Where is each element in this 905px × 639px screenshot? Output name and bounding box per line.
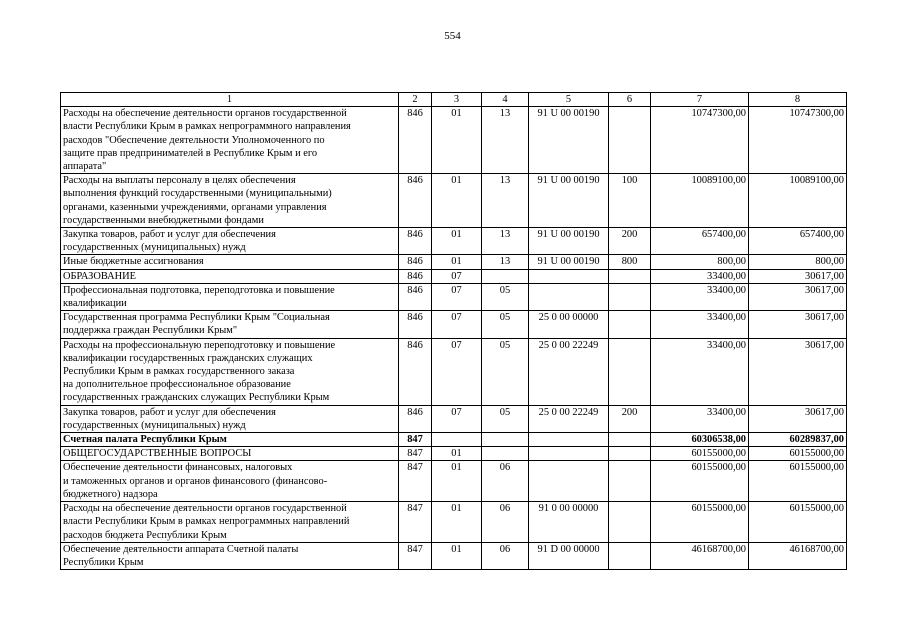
ministry-code-cell: 846	[399, 228, 432, 255]
row-name-cell: Обеспечение деятельности аппарата Счетной палаты Республики Крым	[61, 542, 399, 569]
target-article-cell: 91 U 00 00190	[529, 174, 609, 228]
amount-col8-cell: 46168700,00	[749, 542, 847, 569]
amount-col8-cell: 10747300,00	[749, 107, 847, 174]
subsection-code-cell: 05	[482, 283, 529, 310]
subsection-code-cell	[482, 447, 529, 461]
row-name-cell: Расходы на выплаты персоналу в целях обеспечения выполнения функций государственными (муниципальными) органами, казенными учреждениями, органами управления государственными внебюджетными фондами	[61, 174, 399, 228]
target-article-cell: 91 U 00 00190	[529, 255, 609, 269]
target-article-cell	[529, 269, 609, 283]
section-code-cell: 01	[432, 542, 482, 569]
ministry-code-cell: 847	[399, 461, 432, 502]
column-header: 6	[609, 93, 651, 107]
ministry-code-cell: 846	[399, 338, 432, 405]
amount-col7-cell: 60155000,00	[651, 447, 749, 461]
expense-type-cell	[609, 461, 651, 502]
row-name-cell: Обеспечение деятельности финансовых, налоговых и таможенных органов и органов финансового (финансово- бюджетного) надзора	[61, 461, 399, 502]
row-name-cell: Расходы на обеспечение деятельности органов государственной власти Республики Крым в рамках непрограммных направлений расходов бюджета Республики Крым	[61, 502, 399, 543]
table-row	[61, 542, 847, 569]
expense-type-cell: 200	[609, 228, 651, 255]
amount-col8-cell: 657400,00	[749, 228, 847, 255]
amount-col8-cell: 30617,00	[749, 338, 847, 405]
amount-col8-cell: 60289837,00	[749, 433, 847, 447]
expense-type-cell	[609, 269, 651, 283]
row-name-cell: Расходы на обеспечение деятельности органов государственной власти Республики Крым в рамках непрограммного направления расходов "Обеспечение деятельности Уполномоченного по защите прав предпринимателей в Республике Крым и его аппарата"	[61, 107, 399, 174]
column-header: 4	[482, 93, 529, 107]
section-code-cell: 01	[432, 502, 482, 543]
amount-col7-cell: 800,00	[651, 255, 749, 269]
subsection-code-cell: 05	[482, 311, 529, 338]
section-code-cell: 01	[432, 255, 482, 269]
column-header: 3	[432, 93, 482, 107]
table-row	[61, 502, 847, 543]
target-article-cell: 91 U 00 00190	[529, 107, 609, 174]
amount-col8-cell: 60155000,00	[749, 447, 847, 461]
section-code-cell: 01	[432, 228, 482, 255]
row-name-cell: ОБРАЗОВАНИЕ	[61, 269, 399, 283]
subsection-code-cell: 13	[482, 174, 529, 228]
expense-type-cell	[609, 433, 651, 447]
ministry-code-cell: 846	[399, 255, 432, 269]
table-row	[61, 255, 847, 269]
table-row	[61, 461, 847, 502]
row-name-cell: Закупка товаров, работ и услуг для обеспечения государственных (муниципальных) нужд	[61, 228, 399, 255]
expense-type-cell	[609, 107, 651, 174]
expense-type-cell: 800	[609, 255, 651, 269]
ministry-code-cell: 846	[399, 269, 432, 283]
amount-col8-cell: 10089100,00	[749, 174, 847, 228]
section-code-cell: 01	[432, 107, 482, 174]
target-article-cell	[529, 447, 609, 461]
amount-col8-cell: 30617,00	[749, 269, 847, 283]
target-article-cell: 91 U 00 00190	[529, 228, 609, 255]
column-header: 7	[651, 93, 749, 107]
expense-type-cell: 200	[609, 405, 651, 432]
table-row	[61, 107, 847, 174]
amount-col7-cell: 33400,00	[651, 269, 749, 283]
column-header: 1	[61, 93, 399, 107]
amount-col7-cell: 33400,00	[651, 311, 749, 338]
expense-type-cell	[609, 447, 651, 461]
amount-col8-cell: 60155000,00	[749, 502, 847, 543]
section-code-cell: 01	[432, 447, 482, 461]
subsection-code-cell: 05	[482, 338, 529, 405]
expense-type-cell: 100	[609, 174, 651, 228]
section-code-cell	[432, 433, 482, 447]
target-article-cell: 91 D 00 00000	[529, 542, 609, 569]
amount-col7-cell: 60306538,00	[651, 433, 749, 447]
section-code-cell: 07	[432, 405, 482, 432]
subsection-code-cell: 05	[482, 405, 529, 432]
subsection-code-cell: 13	[482, 255, 529, 269]
column-header: 2	[399, 93, 432, 107]
table-row	[61, 338, 847, 405]
ministry-code-cell: 846	[399, 405, 432, 432]
subsection-code-cell: 06	[482, 461, 529, 502]
ministry-code-cell: 846	[399, 283, 432, 310]
section-code-cell: 01	[432, 174, 482, 228]
section-code-cell: 01	[432, 461, 482, 502]
amount-col8-cell: 800,00	[749, 255, 847, 269]
subsection-code-cell: 13	[482, 228, 529, 255]
amount-col7-cell: 33400,00	[651, 338, 749, 405]
row-name-cell: Счетная палата Республики Крым	[61, 433, 399, 447]
amount-col8-cell: 60155000,00	[749, 461, 847, 502]
expense-type-cell	[609, 338, 651, 405]
row-name-cell: Профессиональная подготовка, переподготовка и повышение квалификации	[61, 283, 399, 310]
section-code-cell: 07	[432, 338, 482, 405]
page-number: 554	[444, 30, 461, 42]
table-row	[61, 447, 847, 461]
amount-col7-cell: 10089100,00	[651, 174, 749, 228]
table-row	[61, 405, 847, 432]
row-name-cell: Закупка товаров, работ и услуг для обеспечения государственных (муниципальных) нужд	[61, 405, 399, 432]
subsection-code-cell	[482, 269, 529, 283]
amount-col7-cell: 657400,00	[651, 228, 749, 255]
row-name-cell: ОБЩЕГОСУДАРСТВЕННЫЕ ВОПРОСЫ	[61, 447, 399, 461]
amount-col7-cell: 60155000,00	[651, 461, 749, 502]
table-row	[61, 433, 847, 447]
row-name-cell: Иные бюджетные ассигнования	[61, 255, 399, 269]
subsection-code-cell: 06	[482, 542, 529, 569]
row-name-cell: Расходы на профессиональную переподготовку и повышение квалификации государственных гражданских служащих Республики Крым в рамках государственного заказа на дополнительное профессиональное образование государственных гражданских служащих Республики Крым	[61, 338, 399, 405]
row-name-cell: Государственная программа Республики Крым "Социальная поддержка граждан Республики Крым"	[61, 311, 399, 338]
amount-col7-cell: 10747300,00	[651, 107, 749, 174]
amount-col7-cell: 33400,00	[651, 405, 749, 432]
section-code-cell: 07	[432, 311, 482, 338]
table-row	[61, 311, 847, 338]
table-header-row	[61, 93, 847, 107]
expense-type-cell	[609, 502, 651, 543]
ministry-code-cell: 847	[399, 542, 432, 569]
budget-table	[60, 92, 847, 570]
target-article-cell: 25 0 00 00000	[529, 311, 609, 338]
target-article-cell	[529, 283, 609, 310]
target-article-cell: 25 0 00 22249	[529, 338, 609, 405]
ministry-code-cell: 847	[399, 447, 432, 461]
amount-col8-cell: 30617,00	[749, 311, 847, 338]
ministry-code-cell: 847	[399, 502, 432, 543]
subsection-code-cell: 13	[482, 107, 529, 174]
table-row	[61, 283, 847, 310]
subsection-code-cell: 06	[482, 502, 529, 543]
ministry-code-cell: 846	[399, 107, 432, 174]
amount-col8-cell: 30617,00	[749, 405, 847, 432]
section-code-cell: 07	[432, 283, 482, 310]
ministry-code-cell: 846	[399, 174, 432, 228]
expense-type-cell	[609, 283, 651, 310]
expense-type-cell	[609, 311, 651, 338]
target-article-cell: 91 0 00 00000	[529, 502, 609, 543]
ministry-code-cell: 847	[399, 433, 432, 447]
table-row	[61, 174, 847, 228]
table-row	[61, 228, 847, 255]
amount-col7-cell: 46168700,00	[651, 542, 749, 569]
target-article-cell: 25 0 00 22249	[529, 405, 609, 432]
table-row	[61, 269, 847, 283]
subsection-code-cell	[482, 433, 529, 447]
expense-type-cell	[609, 542, 651, 569]
section-code-cell: 07	[432, 269, 482, 283]
amount-col8-cell: 30617,00	[749, 283, 847, 310]
amount-col7-cell: 60155000,00	[651, 502, 749, 543]
column-header: 5	[529, 93, 609, 107]
target-article-cell	[529, 461, 609, 502]
target-article-cell	[529, 433, 609, 447]
amount-col7-cell: 33400,00	[651, 283, 749, 310]
column-header: 8	[749, 93, 847, 107]
ministry-code-cell: 846	[399, 311, 432, 338]
